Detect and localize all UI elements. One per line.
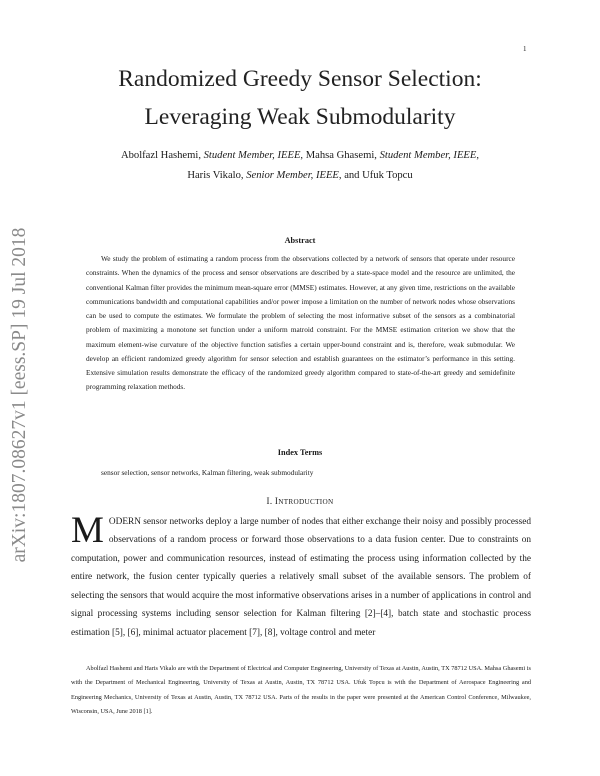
author-name: Abolfazl Hashemi, — [120, 150, 204, 161]
author-role: Student Member, IEEE — [203, 150, 301, 161]
index-terms-heading: Index Terms — [277, 448, 323, 457]
author-name: Haris Vikalo, — [187, 169, 247, 181]
index-terms-text: sensor selection, sensor networks, Kalman filtering, weak submodularity — [101, 468, 314, 477]
author-role: Senior Member, IEEE — [246, 169, 339, 181]
author-sep: , — [476, 150, 480, 161]
author-line-1 — [75, 146, 525, 166]
page-number: 1 — [523, 45, 527, 53]
arxiv-stamp: arXiv:1807.08627v1 [eess.SP] 19 Jul 2018 — [9, 227, 30, 563]
author-line-2 — [75, 166, 525, 186]
introduction-text — [71, 510, 531, 642]
author-list — [75, 146, 525, 185]
drop-cap: M — [71, 510, 104, 551]
author-name: , Mahsa Ghasemi, — [300, 150, 380, 161]
section-title: NTRODUCTION — [278, 498, 334, 506]
title-line-2: Leveraging Weak Submodularity — [144, 104, 456, 130]
author-name: , and Ufuk Topcu — [338, 169, 413, 181]
introduction-heading — [0, 496, 600, 506]
footnote: Abolfazl Hashemi and Haris Vikalo are with the Department of Electrical and Computer Engineering, University of Texas at Austin, Austin, TX 78712 USA. Mahsa Ghasemi is with the Department of Mechanical Engineering, University of Texas at Austin, Austin, TX 78712 USA. Ufuk Topcu is with the Department of Aerospace Engineering and Engineering Mechanics, University of Texas at Austin, Austin, TX 78712 USA. Parts of the results in the paper were presented at the American Control Conference, Milwaukee, Wisconsin, USA, June 2018 [1]. — [71, 665, 531, 716]
abstract-text: We study the problem of estimating a random process from the observations collected by a network of sensors that operate under resource constraints. When the dynamics of the process and sensor observations are described by a state-space model and the resource are unlimited, the conventional Kalman filter provides the minimum mean-square error (MMSE) estimates. However, at any given time, restrictions on the available communications bandwidth and computational capabilities and/or power impose a limitation on the number of network nodes whose observations can be used to compute the estimates. We formulate the problem of selecting the most informative subset of the sensors as a combinatorial problem of maximizing a monotone set function under a uniform matroid constraint. For the MMSE estimation criterion we show that the maximum element-wise curvature of the objective function satisfies a certain upper-bound constraint and is, therefore, weak submodular. We develop an efficient randomized greedy algorithm for sensor selection and establish guarantees on the estimator’s performance in this setting. Extensive simulation results demonstrate the efficacy of the randomized greedy algorithm compared to state-of-the-art greedy and semidefinite programming relaxation methods. — [86, 254, 515, 392]
abstract-heading: Abstract — [284, 236, 316, 245]
introduction-paragraph: ODERN sensor networks deploy a large number of nodes that either exchange their noisy and possibly processed observations of a random process or forward those observations to a data fusion center. Due to constraints on computation, power and communication resources, instead of estimating the process using information collected by the entire network, the fusion center typically queries a relatively small subset of the available sensors. The problem of selecting the sensors that would acquire the most informative observations arises in a number of applications in control and signal processing systems including sensor selection for Kalman filtering [2]–[4], batch state and stochastic process estimation [5], [6], minimal actuator placement [7], [8], voltage control and meter — [71, 517, 531, 638]
paper-title — [75, 60, 525, 136]
section-numeral: I. I — [266, 496, 279, 506]
author-role: Student Member, IEEE — [379, 150, 477, 161]
title-line-1: Randomized Greedy Sensor Selection: — [118, 66, 482, 92]
